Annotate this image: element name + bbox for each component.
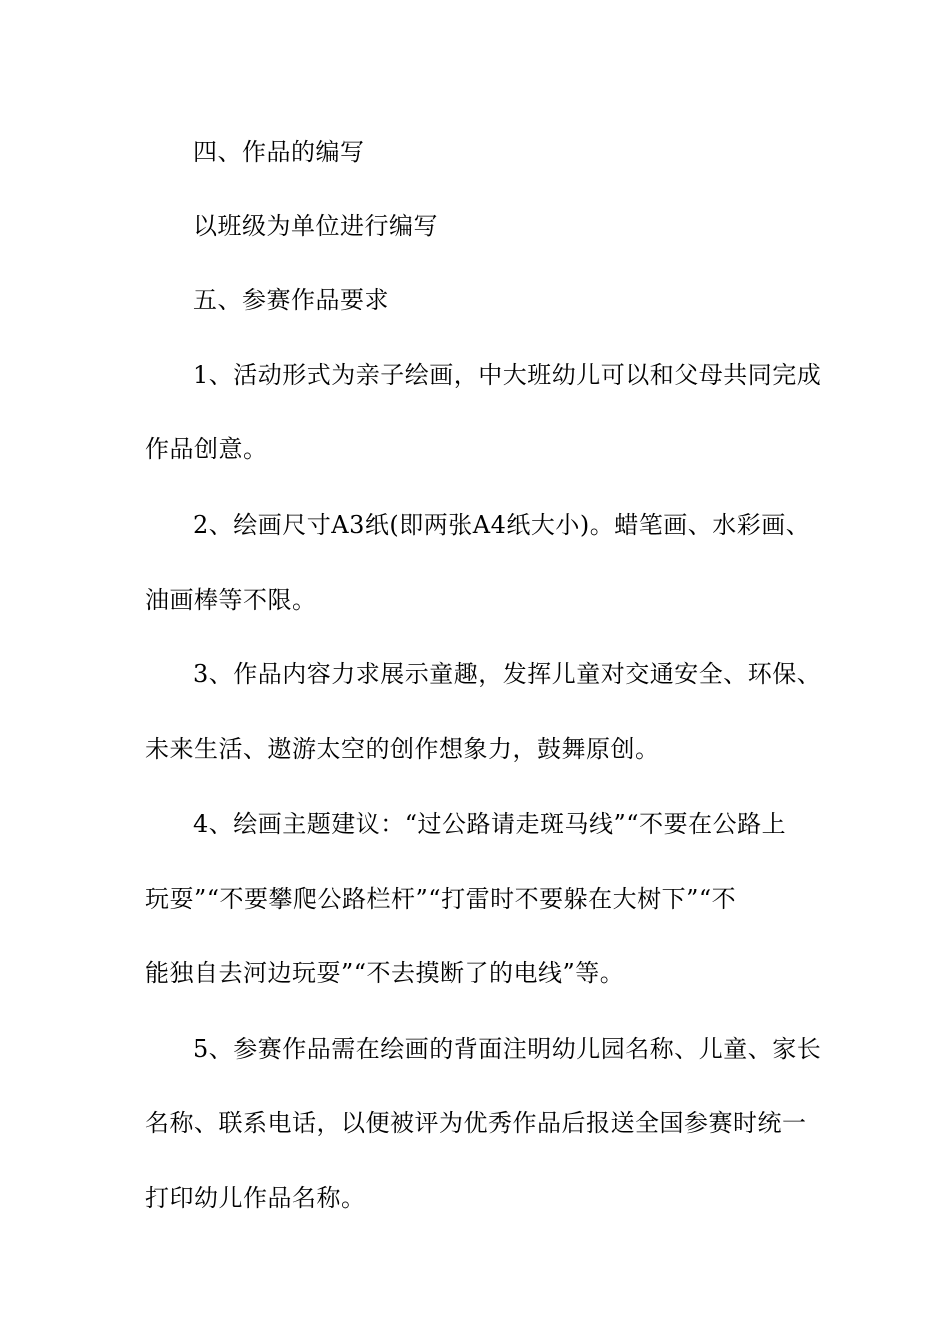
paragraph-line: 1、活动形式为亲子绘画，中大班幼儿可以和父母共同完成 [193,361,822,389]
paragraph-line: 能独自去河边玩耍”“不去摸断了的电线”等。 [145,959,625,987]
paragraph-line: 作品创意。 [145,435,268,463]
paragraph-line: 打印幼儿作品名称。 [145,1184,366,1212]
paragraph-line: 2、绘画尺寸A3纸(即两张A4纸大小)。蜡笔画、水彩画、 [193,511,811,539]
paragraph-line: 以班级为单位进行编写 [193,212,438,240]
paragraph-line: 名称、联系电话，以便被评为优秀作品后报送全国参赛时统一 [145,1109,807,1137]
paragraph-line: 5、参赛作品需在绘画的背面注明幼儿园名称、儿童、家长 [193,1035,822,1063]
section-heading-4: 四、作品的编写 [193,138,365,166]
paragraph-line: 未来生活、遨游太空的创作想象力，鼓舞原创。 [145,735,660,763]
section-heading-5: 五、参赛作品要求 [193,286,389,314]
paragraph-line: 3、作品内容力求展示童趣，发挥儿童对交通安全、环保、 [193,660,822,688]
paragraph-line: 玩耍”“不要攀爬公路栏杆”“打雷时不要躲在大树下”“不 [145,885,737,913]
paragraph-line: 油画棒等不限。 [145,586,317,614]
paragraph-line: 4、绘画主题建议：“过公路请走斑马线”“不要在公路上 [193,810,787,838]
